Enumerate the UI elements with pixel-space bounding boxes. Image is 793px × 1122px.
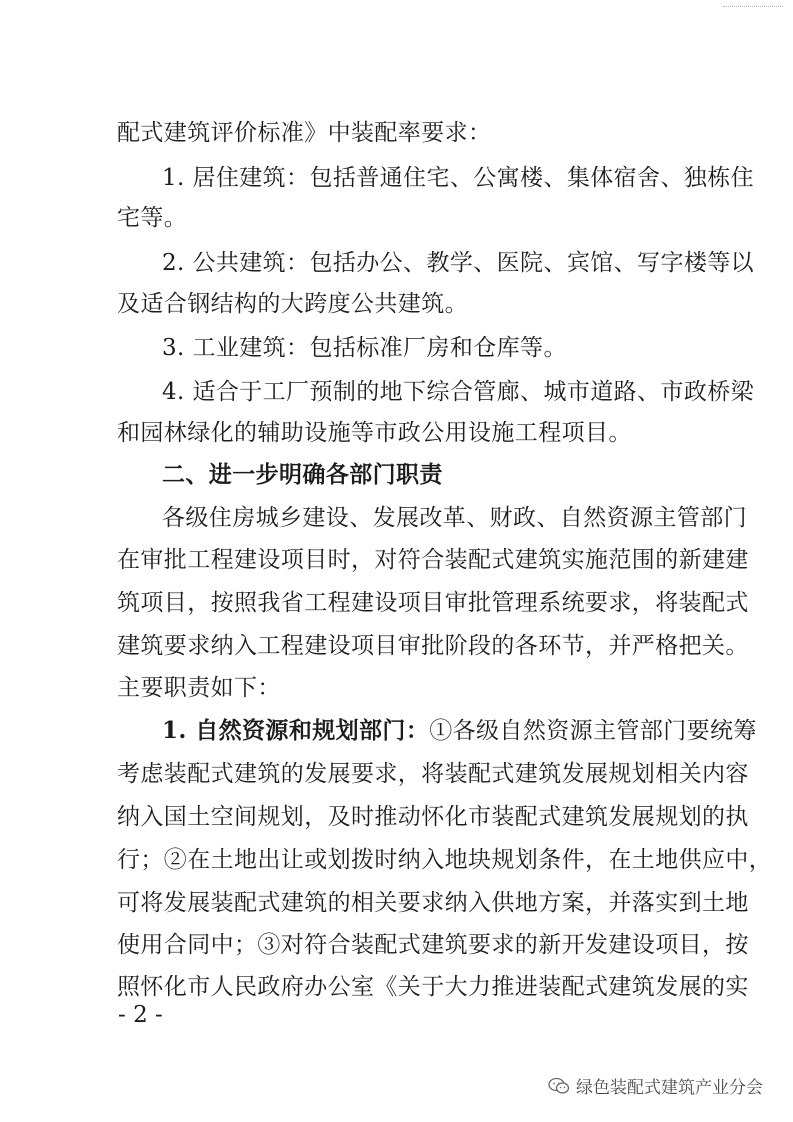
- paragraph-line: 在审批工程建设项目时，对符合装配式建筑实施范围的新建建: [117, 547, 749, 573]
- list-item-industrial: 3. 工业建筑：包括标准厂房和仓库等。: [162, 335, 567, 361]
- list-item-municipal: 4. 适合于工厂预制的地下综合管廊、城市道路、市政桥梁: [162, 379, 755, 405]
- wechat-icon: [548, 1077, 570, 1095]
- paragraph-line: 可将发展装配式建筑的相关要求纳入供地方案，并落实到土地: [117, 890, 749, 916]
- text-line: 及适合钢结构的大跨度公共建筑。: [117, 291, 468, 317]
- paragraph-line: 筑项目，按照我省工程建设项目审批管理系统要求，将装配式: [117, 590, 749, 616]
- paragraph-line: 行；②在土地出让或划拨时纳入地块规划条件，在土地供应中，: [117, 847, 773, 873]
- section-heading: 二、进一步明确各部门职责: [162, 462, 443, 488]
- scan-corner-marks: [723, 6, 783, 11]
- watermark: [548, 1073, 763, 1098]
- paragraph-line: 建筑要求纳入工程建设项目审批阶段的各环节，并严格把关。: [117, 633, 749, 659]
- page-number: - 2 -: [118, 1002, 163, 1028]
- text-line: 配式建筑评价标准》中装配率要求：: [117, 120, 492, 146]
- text-line: 宅等。: [117, 205, 188, 231]
- paragraph-line: 照怀化市人民政府办公室《关于大力推进装配式建筑发展的实: [117, 974, 749, 1000]
- list-item-public: 2. 公共建筑：包括办公、教学、医院、宾馆、写字楼等以: [162, 250, 755, 276]
- paragraph-line: 使用合同中；③对符合装配式建筑要求的新开发建设项目，按: [117, 932, 749, 958]
- responsibility-line: [162, 716, 757, 748]
- paragraph-line: 纳入国土空间规划，及时推动怀化市装配式建筑发展规划的执: [117, 804, 749, 830]
- department-lead: 1. 自然资源和规划部门：: [162, 717, 430, 744]
- text-line: 和园林绿化的辅助设施等市政公用设施工程项目。: [117, 420, 632, 446]
- watermark-text: 绿色装配式建筑产业分会: [576, 1078, 763, 1098]
- paragraph-line: 主要职责如下：: [117, 675, 281, 701]
- list-item-residential: 1. 居住建筑：包括普通住宅、公寓楼、集体宿舍、独栋住: [162, 165, 755, 191]
- paragraph-line: 考虑装配式建筑的发展要求，将装配式建筑发展规划相关内容: [117, 761, 749, 787]
- responsibility-text: ①各级自然资源主管部门要统筹: [429, 718, 757, 744]
- paragraph-line: 各级住房城乡建设、发展改革、财政、自然资源主管部门: [162, 505, 747, 531]
